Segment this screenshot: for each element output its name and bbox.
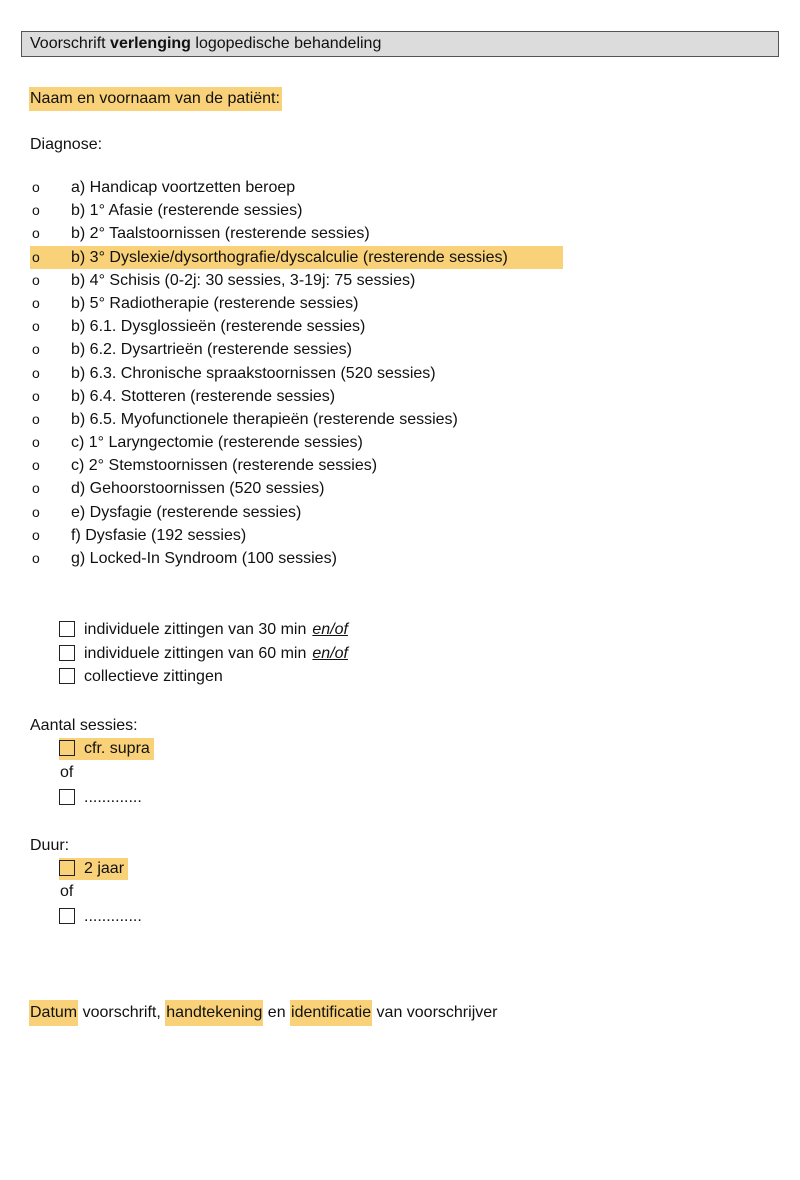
diagnosis-label: d) Gehoorstoornissen (520 sessies) xyxy=(71,480,325,498)
session-type-row[interactable] xyxy=(59,666,223,688)
diagnosis-label: c) 1° Laryngectomie (resterende sessies) xyxy=(71,434,363,452)
checkbox-2-jaar[interactable] xyxy=(59,860,75,876)
radio-bullet-icon[interactable]: o xyxy=(32,480,40,497)
diagnosis-label: b) 4° Schisis (0-2j: 30 sessies, 3-19j: 75 sessies) xyxy=(71,271,416,289)
duur-option-custom[interactable] xyxy=(59,906,142,928)
session-type-suffix: en/of xyxy=(312,621,348,638)
checkbox-duur-custom[interactable] xyxy=(59,908,75,924)
session-type-label: individuele zittingen van 60 min xyxy=(84,645,307,662)
diagnosis-label: b) 6.1. Dysglossieën (resterende sessies) xyxy=(71,318,366,336)
radio-bullet-icon[interactable]: o xyxy=(32,248,40,265)
form-title-prefix: Voorschrift xyxy=(30,35,106,52)
handtekening-label: handtekening xyxy=(165,1000,263,1026)
radio-bullet-icon[interactable]: o xyxy=(32,550,40,566)
diagnosis-label: b) 2° Taalstoornissen (resterende sessies) xyxy=(71,225,370,243)
session-type-row[interactable] xyxy=(59,643,348,665)
diagnosis-item[interactable] xyxy=(30,431,590,454)
checkbox-individual-60[interactable] xyxy=(59,645,75,661)
radio-bullet-icon[interactable]: o xyxy=(32,457,40,474)
radio-bullet-icon[interactable]: o xyxy=(32,364,40,381)
aantal-option-supra[interactable] xyxy=(59,738,154,760)
diagnosis-item[interactable] xyxy=(30,292,590,315)
radio-bullet-icon[interactable]: o xyxy=(32,526,40,543)
diagnosis-list xyxy=(30,176,590,570)
diagnosis-label: e) Dysfagie (resterende sessies) xyxy=(71,503,302,521)
radio-bullet-icon[interactable]: o xyxy=(32,341,40,358)
identificatie-label: identificatie xyxy=(290,1000,372,1026)
diagnosis-item[interactable] xyxy=(30,547,590,570)
diagnosis-label: b) 1° Afasie (resterende sessies) xyxy=(71,202,303,220)
aantal-option-supra-label: cfr. supra xyxy=(84,740,150,757)
diagnosis-label: b) 6.2. Dysartrieën (resterende sessies) xyxy=(71,341,352,359)
radio-bullet-icon[interactable]: o xyxy=(32,434,40,451)
checkbox-cfr-supra[interactable] xyxy=(59,740,75,756)
radio-bullet-icon[interactable]: o xyxy=(32,410,40,427)
diagnosis-item[interactable] xyxy=(30,385,590,408)
checkbox-aantal-custom[interactable] xyxy=(59,789,75,805)
duur-label: Duur: xyxy=(30,837,70,854)
checkbox-individual-30[interactable] xyxy=(59,621,75,637)
diagnosis-label: f) Dysfasie (192 sessies) xyxy=(71,526,247,544)
radio-bullet-icon[interactable]: o xyxy=(32,225,40,242)
radio-bullet-icon[interactable]: o xyxy=(32,179,40,195)
radio-bullet-icon[interactable]: o xyxy=(32,503,40,520)
duur-option-2-jaar-label: 2 jaar xyxy=(84,860,125,877)
diagnosis-label: b) 6.3. Chronische spraakstoornissen (520 sessies) xyxy=(71,364,436,382)
radio-bullet-icon[interactable]: o xyxy=(32,387,40,404)
diagnosis-label: g) Locked-In Syndroom (100 sessies) xyxy=(71,550,337,567)
diagnosis-item[interactable] xyxy=(30,269,590,292)
diagnosis-label: b) 6.5. Myofunctionele therapieën (resterende sessies) xyxy=(71,410,458,428)
aantal-option-custom-label: ............. xyxy=(84,789,142,806)
diagnosis-label: b) 5° Radiotherapie (resterende sessies) xyxy=(71,294,359,312)
aantal-sessies-label: Aantal sessies: xyxy=(30,717,138,734)
diagnosis-label: a) Handicap voortzetten beroep xyxy=(71,179,296,196)
footer-text: van voorschrijver xyxy=(372,1004,498,1021)
session-type-row[interactable] xyxy=(59,619,348,641)
footer-text: en xyxy=(263,1004,291,1021)
diagnosis-item[interactable] xyxy=(30,176,590,199)
radio-bullet-icon[interactable]: o xyxy=(32,318,40,335)
duur-option-custom-label: ............. xyxy=(84,908,142,925)
form-title-suffix: logopedische behandeling xyxy=(195,35,382,52)
footer-text: voorschrift, xyxy=(78,1004,166,1021)
prescriber-signature-line xyxy=(29,1000,497,1026)
duur-option-2-jaar[interactable] xyxy=(59,858,128,880)
diagnosis-item[interactable] xyxy=(30,454,590,477)
diagnosis-label: b) 6.4. Stotteren (resterende sessies) xyxy=(71,387,336,405)
aantal-or-label: of xyxy=(60,764,74,781)
diagnosis-item[interactable] xyxy=(30,524,590,547)
diagnosis-label: c) 2° Stemstoornissen (resterende sessies) xyxy=(71,457,378,475)
form-title-bold: verlenging xyxy=(110,35,191,52)
diagnosis-item[interactable] xyxy=(30,501,590,524)
diagnosis-item[interactable] xyxy=(30,315,590,338)
duur-or-label: of xyxy=(60,883,74,900)
form-title-bar xyxy=(21,31,779,57)
session-type-suffix: en/of xyxy=(312,645,348,662)
aantal-option-custom[interactable] xyxy=(59,787,142,809)
session-type-label: individuele zittingen van 30 min xyxy=(84,621,307,638)
diagnosis-label: b) 3° Dyslexie/dysorthografie/dyscalculie (resterende sessies) xyxy=(71,248,508,266)
checkbox-collective[interactable] xyxy=(59,668,75,684)
diagnosis-item[interactable] xyxy=(30,477,590,500)
diagnosis-item[interactable] xyxy=(30,408,590,431)
session-type-label: collectieve zittingen xyxy=(84,668,223,685)
diagnosis-item[interactable] xyxy=(30,362,590,385)
datum-label: Datum xyxy=(29,1000,78,1026)
diagnose-label: Diagnose: xyxy=(30,136,103,153)
diagnosis-item[interactable] xyxy=(30,338,590,361)
radio-bullet-icon[interactable]: o xyxy=(32,271,40,288)
diagnosis-item[interactable] xyxy=(30,222,590,245)
diagnosis-item[interactable] xyxy=(30,199,590,222)
diagnosis-item[interactable] xyxy=(30,246,563,269)
radio-bullet-icon[interactable]: o xyxy=(32,202,40,219)
patient-name-label: Naam en voornaam van de patiënt: xyxy=(29,87,282,111)
radio-bullet-icon[interactable]: o xyxy=(32,294,40,311)
